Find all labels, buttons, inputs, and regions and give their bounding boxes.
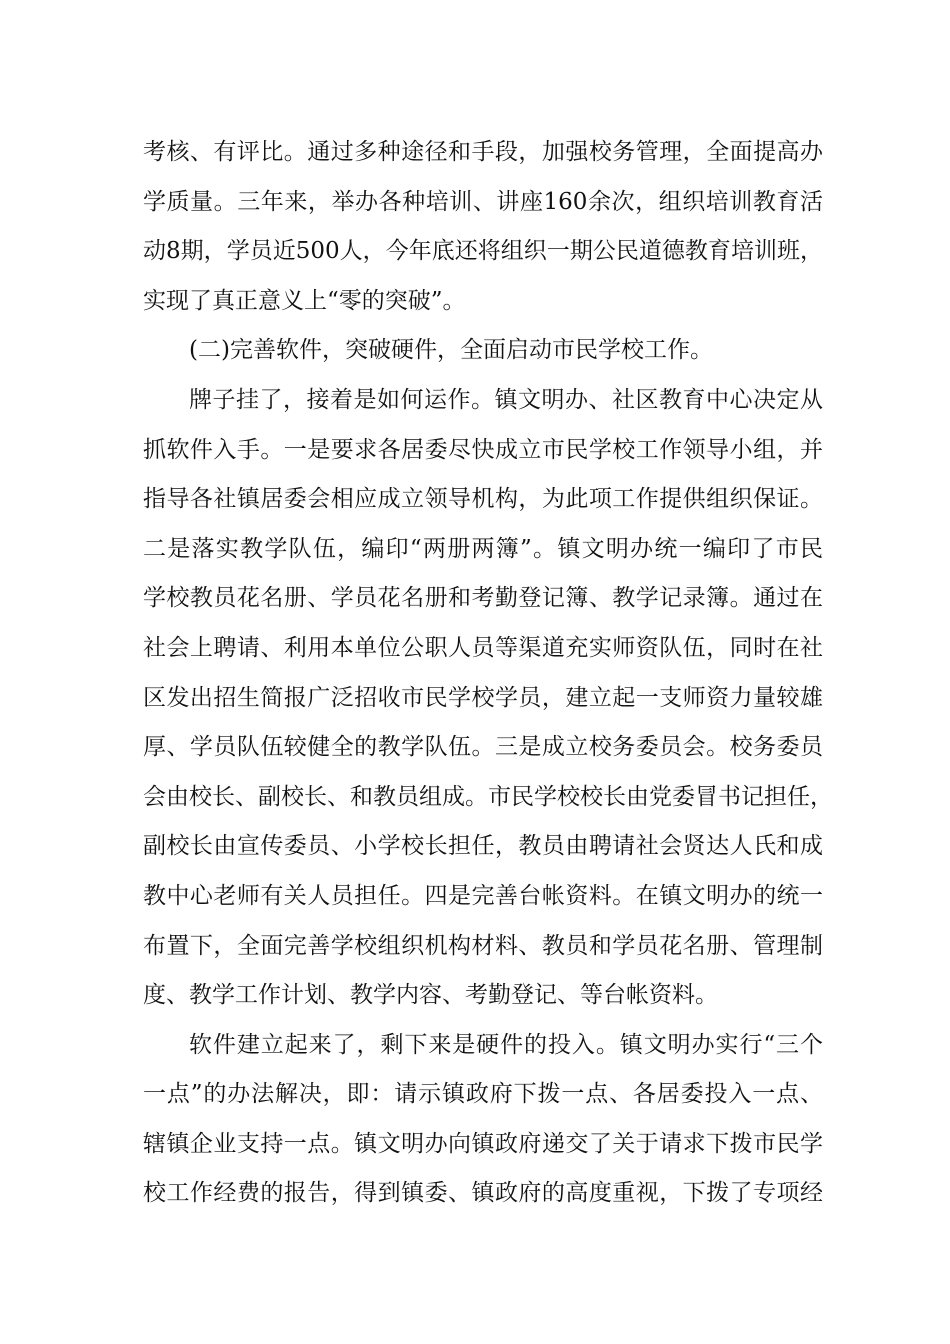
text-line: 考核、有评比。通过多种途径和手段，加强校务管理，全面提高办 (143, 139, 823, 165)
paragraph-hardware (143, 1021, 823, 1219)
text-line: 动8期，学员近500人，今年底还将组织一期公民道德教育培训班， (143, 238, 823, 265)
text-line: 辖镇企业支持一点。镇文明办向镇政府递交了关于请求下拨市民学 (143, 1130, 823, 1157)
section-heading (143, 326, 823, 376)
text-line: 牌子挂了，接着是如何运作。镇文明办、社区教育中心决定从 (189, 386, 823, 413)
text-line: 校工作经费的报告，得到镇委、镇政府的高度重视，下拨了专项经 (143, 1180, 823, 1207)
document-body (143, 128, 833, 1219)
text-line: 布置下，全面完善学校组织机构材料、教员和学员花名册、管理制 (143, 932, 823, 959)
section-heading-text: (二)完善软件，突破硬件，全面启动市民学校工作。 (189, 337, 713, 364)
paragraph-school-management (143, 128, 823, 326)
text-line: 一点”的办法解决，即：请示镇政府下拨一点、各居委投入一点、 (143, 1081, 823, 1108)
paragraph-software (143, 376, 833, 1021)
text-line: 二是落实教学队伍，编印“两册两簿”。镇文明办统一编印了市民 (143, 535, 823, 562)
text-line: 指导各社镇居委会相应成立领导机构，为此项工作提供组织保证。 (143, 486, 823, 513)
text-line: 厚、学员队伍较健全的教学队伍。三是成立校务委员会。校务委员 (143, 734, 823, 761)
text-line: 软件建立起来了，剩下来是硬件的投入。镇文明办实行“三个 (189, 1031, 823, 1058)
text-line: 度、教学工作计划、教学内容、考勤登记、等台帐资料。 (143, 982, 718, 1009)
text-line: 会由校长、副校长、和教员组成。市民学校校长由党委冒书记担任， (143, 783, 833, 810)
text-line: 教中心老师有关人员担任。四是完善台帐资料。在镇文明办的统一 (143, 882, 823, 909)
text-line: 学质量。三年来，举办各种培训、讲座160余次，组织培训教育活 (143, 188, 823, 215)
text-line: 社会上聘请、利用本单位公职人员等渠道充实师资队伍，同时在社 (143, 634, 823, 661)
text-line: 抓软件入手。一是要求各居委尽快成立市民学校工作领导小组，并 (143, 436, 823, 463)
text-line: 学校教员花名册、学员花名册和考勤登记簿、教学记录簿。通过在 (143, 585, 823, 612)
text-line: 副校长由宣传委员、小学校长担任，教员由聘请社会贤达人氏和成 (143, 833, 823, 860)
text-line: 实现了真正意义上“零的突破”。 (143, 287, 466, 314)
text-line: 区发出招生简报广泛招收市民学校学员，建立起一支师资力量较雄 (143, 684, 823, 711)
